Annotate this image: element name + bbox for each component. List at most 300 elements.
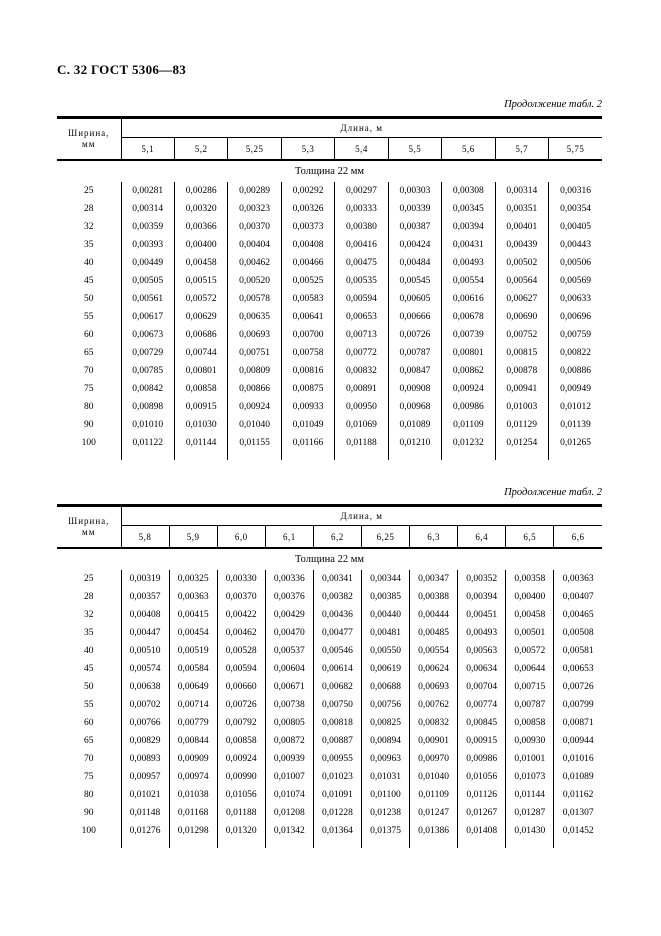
value-cell: 0,01069 <box>335 416 388 434</box>
value-cell: 0,01375 <box>361 822 409 840</box>
spacer-cell <box>549 452 603 460</box>
column-header-cell: 6,25 <box>361 526 409 549</box>
width-cell: 50 <box>84 294 94 304</box>
value-cell: 0,01074 <box>265 786 313 804</box>
value-cell: 0,01129 <box>495 416 548 434</box>
value-cell: 0,00715 <box>506 678 554 696</box>
table-row <box>57 660 602 678</box>
column-header-cell: 6,2 <box>313 526 361 549</box>
value-cell: 0,00345 <box>442 200 495 218</box>
value-cell: 0,00407 <box>554 588 602 606</box>
spacer-cell <box>410 840 458 848</box>
value-cell: 0,00887 <box>313 732 361 750</box>
value-cell: 0,00759 <box>549 326 603 344</box>
width-cell: 90 <box>84 420 94 430</box>
column-header-cell: 6,1 <box>265 526 313 549</box>
value-cell: 0,00693 <box>228 326 281 344</box>
spacer-cell <box>57 840 121 848</box>
value-cell: 0,00400 <box>174 236 227 254</box>
value-cell: 0,01162 <box>554 786 602 804</box>
column-header-cell: 5,9 <box>169 526 217 549</box>
table-row <box>57 570 602 588</box>
value-cell: 0,01126 <box>458 786 506 804</box>
value-cell: 0,00653 <box>554 660 602 678</box>
value-cell: 0,00564 <box>495 272 548 290</box>
value-cell: 0,00614 <box>313 660 361 678</box>
width-cell: 28 <box>84 592 94 602</box>
width-cell: 75 <box>84 384 94 394</box>
value-cell: 0,00281 <box>121 182 174 200</box>
value-cell: 0,00363 <box>169 588 217 606</box>
value-cell: 0,01089 <box>388 416 441 434</box>
value-cell: 0,01166 <box>281 434 334 452</box>
table-row <box>57 804 602 822</box>
value-cell: 0,00805 <box>265 714 313 732</box>
table-row <box>57 714 602 732</box>
value-cell: 0,00968 <box>388 398 441 416</box>
value-cell: 0,00357 <box>121 588 169 606</box>
table-row <box>57 398 602 416</box>
width-cell: 28 <box>84 204 94 214</box>
value-cell: 0,00666 <box>388 308 441 326</box>
value-cell: 0,00574 <box>121 660 169 678</box>
value-cell: 0,01364 <box>313 822 361 840</box>
value-cell: 0,00901 <box>410 732 458 750</box>
value-cell: 0,00316 <box>549 182 603 200</box>
value-cell: 0,00866 <box>228 380 281 398</box>
value-cell: 0,01040 <box>228 416 281 434</box>
spacer-cell <box>174 452 227 460</box>
value-cell: 0,00713 <box>335 326 388 344</box>
value-cell: 0,00605 <box>388 290 441 308</box>
value-cell: 0,00738 <box>265 696 313 714</box>
column-header-cell: 6,6 <box>554 526 602 549</box>
value-cell: 0,00878 <box>495 362 548 380</box>
value-cell: 0,00481 <box>361 624 409 642</box>
value-cell: 0,00726 <box>554 678 602 696</box>
column-header-cell: 5,2 <box>174 138 227 161</box>
value-cell: 0,00986 <box>442 398 495 416</box>
spacer-row <box>57 840 602 848</box>
value-cell: 0,00286 <box>174 182 227 200</box>
value-cell: 0,00292 <box>281 182 334 200</box>
value-cell: 0,00963 <box>361 750 409 768</box>
value-cell: 0,00351 <box>495 200 548 218</box>
value-cell: 0,00393 <box>121 236 174 254</box>
width-cell: 75 <box>84 772 94 782</box>
column-header-cell: 5,5 <box>388 138 441 161</box>
value-cell: 0,00508 <box>554 624 602 642</box>
value-cell: 0,01247 <box>410 804 458 822</box>
value-cell: 0,00535 <box>335 272 388 290</box>
page-header-text: С. 32 ГОСТ 5306—83 <box>57 62 187 77</box>
value-cell: 0,00545 <box>388 272 441 290</box>
spacer-cell <box>121 452 174 460</box>
width-header-line: Ширина, <box>68 128 110 138</box>
width-cell: 60 <box>84 330 94 340</box>
value-cell: 0,01210 <box>388 434 441 452</box>
value-cell: 0,00462 <box>228 254 281 272</box>
value-cell: 0,00484 <box>388 254 441 272</box>
value-cell: 0,00739 <box>442 326 495 344</box>
value-cell: 0,01016 <box>554 750 602 768</box>
width-cell: 55 <box>84 700 94 710</box>
value-cell: 0,00875 <box>281 380 334 398</box>
table-row <box>57 326 602 344</box>
width-cell: 100 <box>81 438 96 448</box>
value-cell: 0,00308 <box>442 182 495 200</box>
value-cell: 0,01001 <box>506 750 554 768</box>
value-cell: 0,00729 <box>121 344 174 362</box>
table-row <box>57 200 602 218</box>
spacer-cell <box>313 840 361 848</box>
value-cell: 0,00341 <box>313 570 361 588</box>
value-cell: 0,00619 <box>361 660 409 678</box>
width-cell: 65 <box>84 348 94 358</box>
value-cell: 0,01320 <box>217 822 265 840</box>
value-cell: 0,00454 <box>169 624 217 642</box>
width-header-cell <box>57 118 121 161</box>
table-row <box>57 588 602 606</box>
value-cell: 0,00787 <box>388 344 441 362</box>
value-cell: 0,00801 <box>174 362 227 380</box>
column-header-cell: 5,8 <box>121 526 169 549</box>
value-cell: 0,00506 <box>549 254 603 272</box>
width-cell: 35 <box>84 240 94 250</box>
value-cell: 0,00686 <box>174 326 227 344</box>
value-cell: 0,01238 <box>361 804 409 822</box>
value-cell: 0,00443 <box>549 236 603 254</box>
value-cell: 0,00429 <box>265 606 313 624</box>
width-cell: 25 <box>84 574 94 584</box>
value-cell: 0,01023 <box>313 768 361 786</box>
value-cell: 0,00515 <box>174 272 227 290</box>
value-cell: 0,00333 <box>335 200 388 218</box>
value-cell: 0,00550 <box>361 642 409 660</box>
value-cell: 0,00477 <box>313 624 361 642</box>
value-cell: 0,01073 <box>506 768 554 786</box>
value-cell: 0,00326 <box>281 200 334 218</box>
value-cell: 0,00458 <box>174 254 227 272</box>
column-header-cell: 5,7 <box>495 138 548 161</box>
value-cell: 0,00624 <box>410 660 458 678</box>
value-cell: 0,01144 <box>174 434 227 452</box>
value-cell: 0,00872 <box>265 732 313 750</box>
value-cell: 0,00401 <box>495 218 548 236</box>
value-cell: 0,00758 <box>281 344 334 362</box>
value-cell: 0,01430 <box>506 822 554 840</box>
value-cell: 0,00635 <box>228 308 281 326</box>
value-cell: 0,00858 <box>217 732 265 750</box>
value-cell: 0,01089 <box>554 768 602 786</box>
table-row <box>57 822 602 840</box>
value-cell: 0,00726 <box>388 326 441 344</box>
value-cell: 0,00845 <box>458 714 506 732</box>
value-cell: 0,00388 <box>410 588 458 606</box>
value-cell: 0,00871 <box>554 714 602 732</box>
value-cell: 0,00822 <box>549 344 603 362</box>
value-cell: 0,00451 <box>458 606 506 624</box>
value-cell: 0,01155 <box>228 434 281 452</box>
value-cell: 0,00380 <box>335 218 388 236</box>
value-cell: 0,01452 <box>554 822 602 840</box>
value-cell: 0,01003 <box>495 398 548 416</box>
value-cell: 0,00785 <box>121 362 174 380</box>
table-row <box>57 750 602 768</box>
value-cell: 0,00762 <box>410 696 458 714</box>
value-cell: 0,00858 <box>174 380 227 398</box>
value-cell: 0,00578 <box>228 290 281 308</box>
value-cell: 0,00634 <box>458 660 506 678</box>
value-cell: 0,00339 <box>388 200 441 218</box>
value-cell: 0,01342 <box>265 822 313 840</box>
value-cell: 0,01030 <box>174 416 227 434</box>
value-cell: 0,00941 <box>495 380 548 398</box>
width-header-line: мм <box>82 527 96 537</box>
value-cell: 0,00330 <box>217 570 265 588</box>
width-cell: 25 <box>84 186 94 196</box>
spacer-cell <box>228 452 281 460</box>
value-cell: 0,00779 <box>169 714 217 732</box>
value-cell: 0,00844 <box>169 732 217 750</box>
value-cell: 0,00422 <box>217 606 265 624</box>
continuation-label: Продолжение табл. 2 <box>504 99 602 110</box>
width-cell: 70 <box>84 366 94 376</box>
value-cell: 0,00408 <box>121 606 169 624</box>
value-cell: 0,00671 <box>265 678 313 696</box>
column-header-cell: 6,4 <box>458 526 506 549</box>
column-header-cell: 5,1 <box>121 138 174 161</box>
width-header-cell <box>57 506 121 549</box>
value-cell: 0,01168 <box>169 804 217 822</box>
value-cell: 0,00387 <box>388 218 441 236</box>
value-cell: 0,00359 <box>121 218 174 236</box>
length-header-cell: Длина, м <box>121 506 602 526</box>
value-cell: 0,01109 <box>442 416 495 434</box>
value-cell: 0,00561 <box>121 290 174 308</box>
width-cell: 45 <box>84 664 94 674</box>
value-cell: 0,00297 <box>335 182 388 200</box>
thickness-heading: Толщина 22 мм <box>295 554 364 565</box>
value-cell: 0,01056 <box>458 768 506 786</box>
value-cell: 0,01049 <box>281 416 334 434</box>
value-cell: 0,01100 <box>361 786 409 804</box>
width-cell: 50 <box>84 682 94 692</box>
value-cell: 0,00700 <box>281 326 334 344</box>
value-cell: 0,00320 <box>174 200 227 218</box>
value-cell: 0,00415 <box>169 606 217 624</box>
width-cell: 32 <box>84 610 94 620</box>
column-header-cell: 5,6 <box>442 138 495 161</box>
value-cell: 0,00370 <box>217 588 265 606</box>
value-cell: 0,00376 <box>265 588 313 606</box>
value-cell: 0,00832 <box>410 714 458 732</box>
table-row <box>57 218 602 236</box>
value-cell: 0,00909 <box>169 750 217 768</box>
thickness-heading: Толщина 22 мм <box>295 166 364 177</box>
value-cell: 0,00465 <box>554 606 602 624</box>
value-cell: 0,00693 <box>410 678 458 696</box>
width-cell: 90 <box>84 808 94 818</box>
value-cell: 0,00970 <box>410 750 458 768</box>
column-header-row <box>57 526 602 549</box>
value-cell: 0,00616 <box>442 290 495 308</box>
width-cell: 55 <box>84 312 94 322</box>
value-cell: 0,01012 <box>549 398 603 416</box>
table-section-2 <box>57 487 602 848</box>
value-cell: 0,01298 <box>169 822 217 840</box>
width-cell: 80 <box>84 402 94 412</box>
value-cell: 0,00416 <box>335 236 388 254</box>
value-cell: 0,00974 <box>169 768 217 786</box>
value-cell: 0,00493 <box>458 624 506 642</box>
value-cell: 0,00825 <box>361 714 409 732</box>
value-cell: 0,01038 <box>169 786 217 804</box>
value-cell: 0,00617 <box>121 308 174 326</box>
width-cell: 45 <box>84 276 94 286</box>
value-cell: 0,00354 <box>549 200 603 218</box>
value-cell: 0,00366 <box>174 218 227 236</box>
value-cell: 0,00891 <box>335 380 388 398</box>
value-cell: 0,00493 <box>442 254 495 272</box>
value-cell: 0,00436 <box>313 606 361 624</box>
value-cell: 0,00303 <box>388 182 441 200</box>
spacer-cell <box>458 840 506 848</box>
value-cell: 0,00818 <box>313 714 361 732</box>
value-cell: 0,00944 <box>554 732 602 750</box>
value-cell: 0,00447 <box>121 624 169 642</box>
continuation-label: Продолжение табл. 2 <box>504 487 602 498</box>
value-cell: 0,00449 <box>121 254 174 272</box>
thickness-heading-row <box>57 160 602 182</box>
value-cell: 0,00633 <box>549 290 603 308</box>
table-row <box>57 362 602 380</box>
width-cell: 40 <box>84 646 94 656</box>
value-cell: 0,00336 <box>265 570 313 588</box>
value-cell: 0,00466 <box>281 254 334 272</box>
value-cell: 0,00949 <box>549 380 603 398</box>
table-row <box>57 416 602 434</box>
value-cell: 0,00772 <box>335 344 388 362</box>
table-row <box>57 380 602 398</box>
value-cell: 0,00363 <box>554 570 602 588</box>
value-cell: 0,00924 <box>442 380 495 398</box>
value-cell: 0,00314 <box>121 200 174 218</box>
value-cell: 0,00957 <box>121 768 169 786</box>
value-cell: 0,00924 <box>217 750 265 768</box>
value-cell: 0,00858 <box>506 714 554 732</box>
width-cell: 40 <box>84 258 94 268</box>
spacer-cell <box>506 840 554 848</box>
header-row-top <box>57 506 602 526</box>
value-cell: 0,00404 <box>228 236 281 254</box>
value-cell: 0,00816 <box>281 362 334 380</box>
value-cell: 0,00986 <box>458 750 506 768</box>
thickness-heading-row <box>57 548 602 570</box>
width-cell: 80 <box>84 790 94 800</box>
dimension-table <box>57 504 602 848</box>
value-cell: 0,00744 <box>174 344 227 362</box>
value-cell: 0,00673 <box>121 326 174 344</box>
value-cell: 0,00501 <box>506 624 554 642</box>
value-cell: 0,00462 <box>217 624 265 642</box>
value-cell: 0,00774 <box>458 696 506 714</box>
value-cell: 0,00638 <box>121 678 169 696</box>
value-cell: 0,00594 <box>335 290 388 308</box>
value-cell: 0,00554 <box>410 642 458 660</box>
value-cell: 0,00832 <box>335 362 388 380</box>
value-cell: 0,00801 <box>442 344 495 362</box>
value-cell: 0,00563 <box>458 642 506 660</box>
value-cell: 0,00554 <box>442 272 495 290</box>
value-cell: 0,01144 <box>506 786 554 804</box>
spacer-cell <box>495 452 548 460</box>
value-cell: 0,00394 <box>458 588 506 606</box>
value-cell: 0,00594 <box>217 660 265 678</box>
value-cell: 0,00756 <box>361 696 409 714</box>
value-cell: 0,00569 <box>549 272 603 290</box>
value-cell: 0,00750 <box>313 696 361 714</box>
table-row <box>57 272 602 290</box>
value-cell: 0,00930 <box>506 732 554 750</box>
table-row <box>57 344 602 362</box>
value-cell: 0,00641 <box>281 308 334 326</box>
width-cell: 70 <box>84 754 94 764</box>
value-cell: 0,00583 <box>281 290 334 308</box>
value-cell: 0,01056 <box>217 786 265 804</box>
value-cell: 0,01010 <box>121 416 174 434</box>
spacer-cell <box>217 840 265 848</box>
value-cell: 0,00408 <box>281 236 334 254</box>
column-header-row <box>57 138 602 161</box>
column-header-cell: 5,4 <box>335 138 388 161</box>
table-row <box>57 678 602 696</box>
value-cell: 0,00726 <box>217 696 265 714</box>
value-cell: 0,00584 <box>169 660 217 678</box>
value-cell: 0,00847 <box>388 362 441 380</box>
value-cell: 0,00485 <box>410 624 458 642</box>
value-cell: 0,01021 <box>121 786 169 804</box>
value-cell: 0,00688 <box>361 678 409 696</box>
value-cell: 0,00470 <box>265 624 313 642</box>
value-cell: 0,00347 <box>410 570 458 588</box>
value-cell: 0,00475 <box>335 254 388 272</box>
value-cell: 0,00649 <box>169 678 217 696</box>
value-cell: 0,00714 <box>169 696 217 714</box>
value-cell: 0,00458 <box>506 606 554 624</box>
dimension-table <box>57 116 602 460</box>
table-row <box>57 786 602 804</box>
value-cell: 0,00894 <box>361 732 409 750</box>
value-cell: 0,00525 <box>281 272 334 290</box>
value-cell: 0,01408 <box>458 822 506 840</box>
column-header-cell: 5,3 <box>281 138 334 161</box>
value-cell: 0,00893 <box>121 750 169 768</box>
value-cell: 0,00520 <box>228 272 281 290</box>
value-cell: 0,00431 <box>442 236 495 254</box>
value-cell: 0,01109 <box>410 786 458 804</box>
value-cell: 0,00815 <box>495 344 548 362</box>
value-cell: 0,00319 <box>121 570 169 588</box>
length-header-cell: Длина, м <box>121 118 602 138</box>
value-cell: 0,01040 <box>410 768 458 786</box>
value-cell: 0,00629 <box>174 308 227 326</box>
table-row <box>57 624 602 642</box>
value-cell: 0,00799 <box>554 696 602 714</box>
value-cell: 0,00604 <box>265 660 313 678</box>
value-cell: 0,00444 <box>410 606 458 624</box>
value-cell: 0,00653 <box>335 308 388 326</box>
